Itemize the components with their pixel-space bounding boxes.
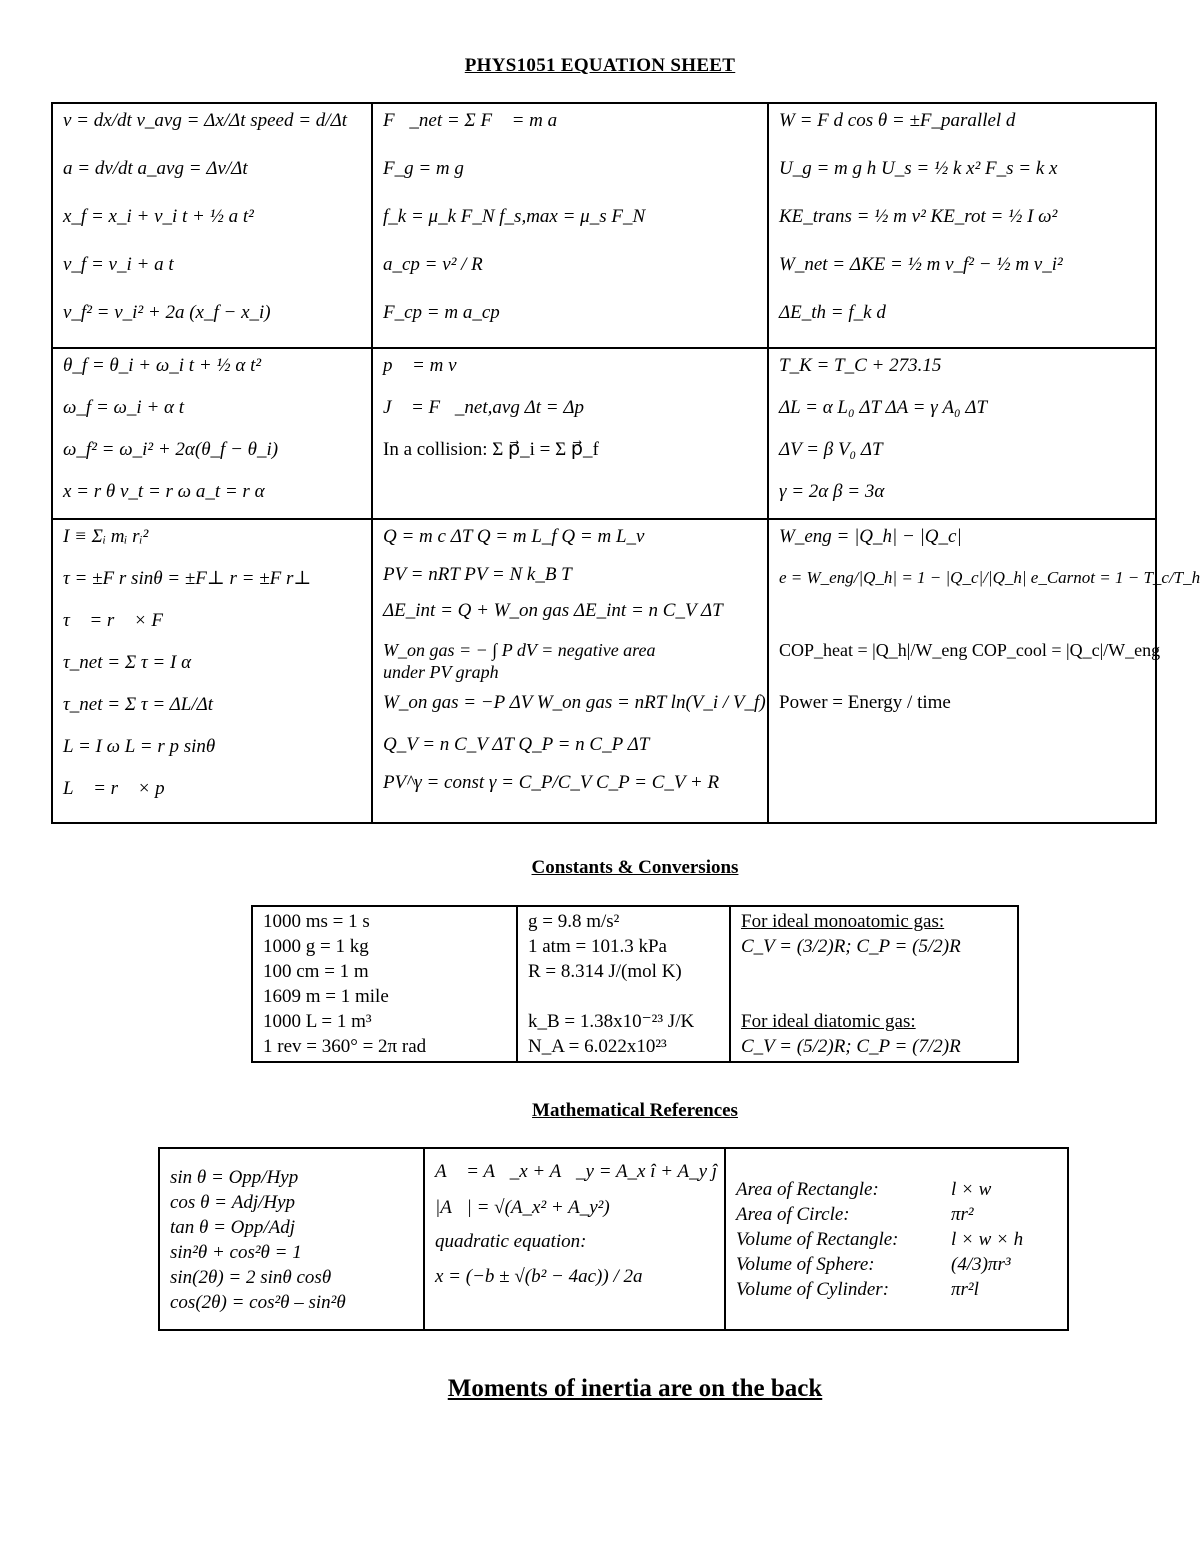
list-item: cos θ = Adj/Hyp: [170, 1192, 296, 1213]
equation: W_net = ΔKE = ½ m v_f² − ½ m v_i²: [779, 254, 1063, 275]
equation: W_eng = |Q_h| − |Q_c|: [779, 526, 962, 547]
constants-table: [251, 905, 1019, 1063]
equation: U_g = m g h U_s = ½ k x² F_s = k x: [779, 158, 1058, 179]
shape-formula: (4/3)πr³: [951, 1254, 1011, 1275]
table-row: [52, 519, 1156, 823]
kinematics-cell: [52, 103, 372, 348]
diatomic-equation: C_V = (5/2)R; C_P = (7/2)R: [741, 1036, 961, 1057]
equation: ΔL = α L₀ ΔT ΔA = γ A₀ ΔT: [779, 397, 988, 418]
equation: a_cp = v² / R: [383, 254, 483, 275]
spacer: [741, 959, 1009, 984]
equation: v_f = v_i + a t: [63, 254, 174, 275]
shape-formula: πr²: [951, 1204, 974, 1225]
list-item: k_B = 1.38x10⁻²³ J/K: [528, 1011, 695, 1032]
geometry-cell: [725, 1148, 1068, 1330]
equation: Q = m c ΔT Q = m L_f Q = m L_v: [383, 526, 645, 547]
equation: v = dx/dt v_avg = Δx/Δt speed = d/Δt: [63, 110, 348, 131]
list-item: [736, 1202, 1059, 1227]
equation: W_on gas = − ∫ P dV = negative area under PV graph: [383, 640, 656, 682]
forces-cell: [372, 103, 768, 348]
diatomic-label: For ideal diatomic gas:: [741, 1011, 916, 1032]
list-item: 1000 ms = 1 s: [263, 911, 370, 932]
list-item: quadratic equation:: [435, 1231, 587, 1252]
equation: x = r θ v_t = r ω a_t = r α: [63, 481, 265, 502]
equation: v_f² = v_i² + 2a (x_f − x_i): [63, 302, 271, 323]
shape-name: Area of Circle:: [736, 1204, 850, 1225]
list-item: N_A = 6.022x10²³: [528, 1036, 667, 1057]
list-item: [736, 1277, 1059, 1302]
list-item: [736, 1177, 1059, 1202]
shape-formula: πr²l: [951, 1279, 979, 1300]
list-item: 1 rev = 360° = 2π rad: [263, 1036, 427, 1057]
equation: ΔE_th = f_k d: [779, 302, 886, 323]
list-item: [528, 984, 721, 1009]
monoatomic-label: For ideal monoatomic gas:: [741, 911, 945, 932]
energy-cell: [768, 103, 1156, 348]
equation: τ⃗ = r⃗ × F⃗: [63, 610, 178, 631]
list-item: tan θ = Opp/Adj: [170, 1217, 296, 1238]
table-row: [252, 906, 1018, 1062]
equation: W_on gas = −P ΔV W_on gas = nRT ln(V_i / V_f): [383, 692, 766, 713]
list-item: R = 8.314 J/(mol K): [528, 961, 682, 982]
equation: J⃗ = F⃗_net,avg Δt = Δp⃗: [383, 397, 599, 418]
constants-cell: [517, 906, 730, 1062]
equation: COP_heat = |Q_h|/W_eng COP_cool = |Q_c|/W_eng: [779, 640, 1161, 660]
equation: L = I ω L = r p sinθ: [63, 736, 216, 757]
equation: PV = nRT PV = N k_B T: [383, 564, 572, 585]
list-item: cos(2θ) = cos²θ – sin²θ: [170, 1292, 346, 1313]
list-item: |A⃗| = √(A_x² + A_y²): [435, 1197, 610, 1218]
list-item: [736, 1252, 1059, 1277]
list-item: [736, 1227, 1059, 1252]
equation: KE_trans = ½ m v² KE_rot = ½ I ω²: [779, 206, 1058, 227]
equation: Q_V = n C_V ΔT Q_P = n C_P ΔT: [383, 734, 650, 755]
equation: ΔE_int = Q + W_on gas ΔE_int = n C_V ΔT: [383, 600, 723, 621]
trig-cell: [159, 1148, 424, 1330]
equation: f_k = μ_k F_N f_s,max = μ_s F_N: [383, 206, 646, 227]
shape-name: Volume of Rectangle:: [736, 1229, 899, 1250]
gas-capacities-cell: [730, 906, 1018, 1062]
rotation-dynamics-cell: [52, 519, 372, 823]
equation: ΔV = β V₀ ΔT: [779, 439, 883, 460]
equation: τ_net = Σ τ = ΔL/Δt: [63, 694, 214, 715]
math-table: [158, 1147, 1069, 1331]
rotation-kinematics-cell: [52, 348, 372, 519]
equation: γ = 2α β = 3α: [779, 481, 885, 502]
monoatomic-equation: C_V = (3/2)R; C_P = (5/2)R: [741, 936, 961, 957]
footer-note: Moments of inertia are on the back: [447, 1375, 823, 1402]
equation: PV^γ = const γ = C_P/C_V C_P = C_V + R: [383, 772, 720, 793]
equation: τ_net = Σ τ = I α: [63, 652, 192, 673]
list-item: 1000 g = 1 kg: [263, 936, 369, 957]
momentum-cell: [372, 348, 768, 519]
list-item: sin θ = Opp/Hyp: [170, 1167, 299, 1188]
list-item: 100 cm = 1 m: [263, 961, 369, 982]
shape-name: Volume of Sphere:: [736, 1254, 875, 1275]
spacer: [741, 984, 1009, 1009]
equation: e = W_eng/|Q_h| = 1 − |Q_c|/|Q_h| e_Carnot = 1 − T_c/T_h: [779, 568, 1200, 587]
table-row: [159, 1148, 1068, 1330]
equation: F_g = m g: [383, 158, 464, 179]
equation: ω_f² = ω_i² + 2α(θ_f − θ_i): [63, 439, 279, 460]
equation: I ≡ Σᵢ mᵢ rᵢ²: [63, 526, 149, 547]
list-item: g = 9.8 m/s²: [528, 911, 620, 932]
table-row: [52, 103, 1156, 348]
equation: θ_f = θ_i + ω_i t + ½ α t²: [63, 355, 262, 376]
equation: Power = Energy / time: [779, 692, 951, 713]
equation-table: [51, 102, 1200, 824]
page-title: PHYS1051 EQUATION SHEET: [464, 55, 736, 76]
list-item: A⃗ = A⃗_x + A⃗_y = A_x î + A_y ĵ: [435, 1161, 718, 1182]
equation: In a collision: Σ p⃗_i = Σ p⃗_f: [383, 439, 599, 460]
equation: T_K = T_C + 273.15: [779, 355, 942, 376]
equation: τ = ±F r sinθ = ±F⊥ r = ±F r⊥: [63, 568, 312, 589]
constants-heading: Constants & Conversions: [531, 857, 739, 878]
math-heading: Mathematical References: [532, 1100, 738, 1121]
shape-formula: l × w × h: [951, 1229, 1024, 1250]
equation: a = dv/dt a_avg = Δv/Δt: [63, 158, 248, 179]
list-item: sin²θ + cos²θ = 1: [170, 1242, 302, 1263]
equation: F⃗_net = Σ F⃗ = m a⃗: [383, 110, 572, 131]
list-item: 1 atm = 101.3 kPa: [528, 936, 667, 957]
vector-cell: [424, 1148, 725, 1330]
equation: F_cp = m a_cp: [383, 302, 500, 323]
equation: ω_f = ω_i + α t: [63, 397, 185, 418]
list-item: sin(2θ) = 2 sinθ cosθ: [170, 1267, 332, 1288]
list-item: 1609 m = 1 mile: [263, 986, 389, 1007]
equation: L⃗ = r⃗ × p⃗: [63, 778, 180, 799]
equation: x_f = x_i + v_i t + ½ a t²: [63, 206, 254, 227]
list-item: x = (−b ± √(b² − 4ac)) / 2a: [435, 1266, 643, 1287]
equation: p⃗ = m v⃗: [383, 355, 472, 376]
shape-name: Volume of Cylinder:: [736, 1279, 890, 1300]
table-row: [52, 348, 1156, 519]
conversions-cell: [252, 906, 517, 1062]
thermal-expansion-cell: [768, 348, 1156, 519]
equation: W = F d cos θ = ±F_parallel d: [779, 110, 1016, 131]
list-item: 1000 L = 1 m³: [263, 1011, 372, 1032]
shape-formula: l × w: [951, 1179, 992, 1200]
shape-name: Area of Rectangle:: [736, 1179, 879, 1200]
heat-engines-cell: [768, 519, 1200, 823]
thermodynamics-cell: [372, 519, 768, 823]
